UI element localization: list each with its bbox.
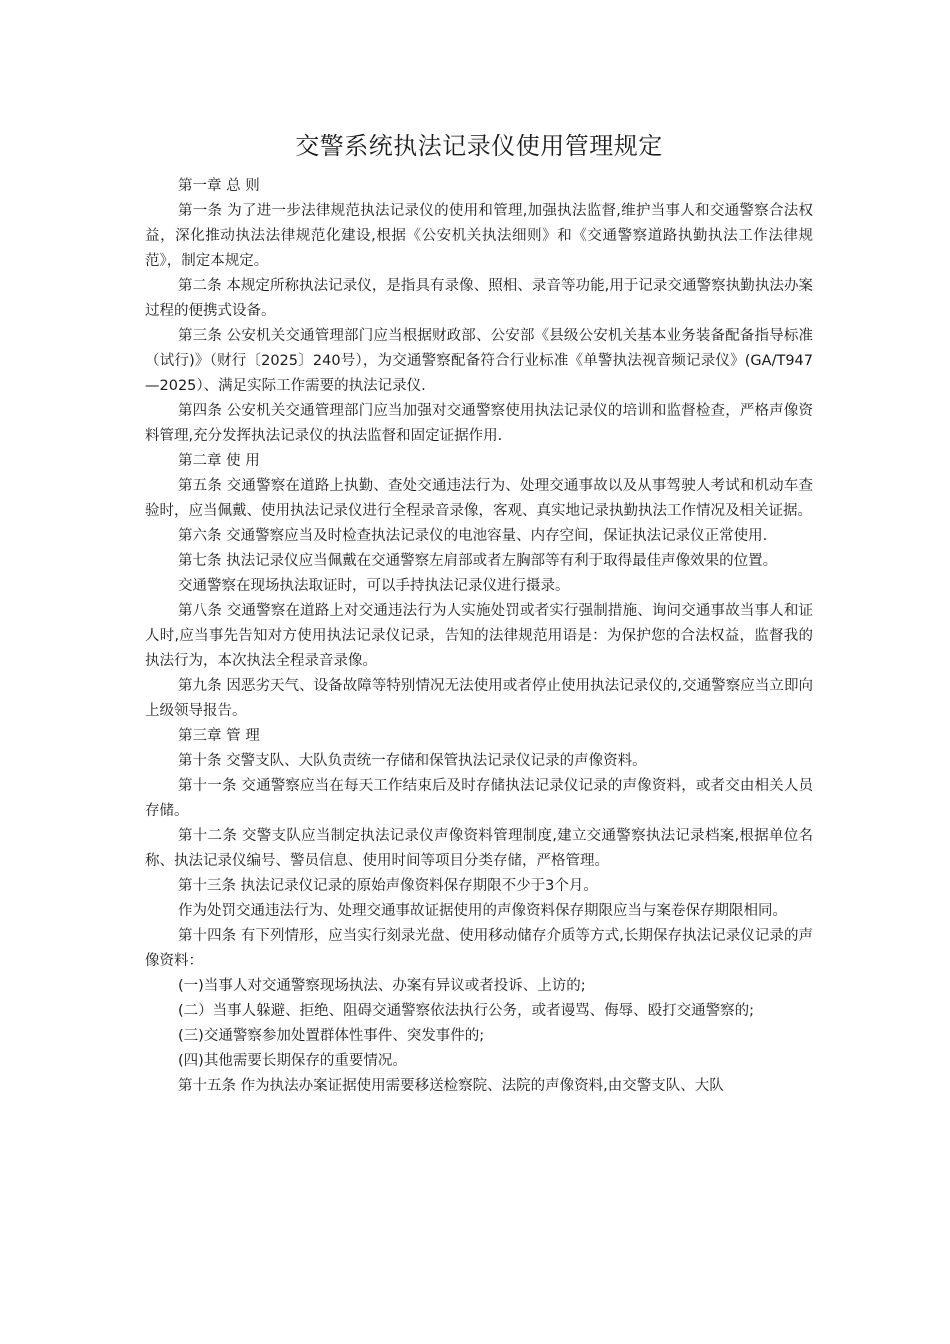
- chapter-heading-1: 第一章 总 则: [178, 178, 260, 194]
- article-6: 第六条 交通警察应当及时检查执法记录仪的电池容量、内存空间，保证执法记录仪正常使用.: [178, 528, 768, 544]
- article-10: 第十条 交警支队、大队负责统一存储和保管执法记录仪记录的声像资料。: [178, 753, 647, 769]
- article-8: 第八条 交通警察在道路上对交通违法行为人实施处罚或者实行强制措施、询问交通事故当事人和证人时,应当事先告知对方使用执法记录仪记录，告知的法律规范用语是：为保护您的合法权益，监督我的执法行为，本次执法全程录音录像。: [145, 603, 813, 669]
- article-1: 第一条 为了进一步法律规范执法记录仪的使用和管理,加强执法监督,维护当事人和交通警察合法权益，深化推动执法法律规范化建设,根据《公安机关执法细则》和《交通警察道路执勤执法工作法律规范》，制定本规定。: [145, 203, 813, 269]
- article-7: 第七条 执法记录仪应当佩戴在交通警察左肩部或者左胸部等有利于取得最佳声像效果的位置。: [178, 553, 778, 569]
- article-15: 第十五条 作为执法办案证据使用需要移送检察院、法院的声像资料,由交警支队、大队: [178, 1078, 724, 1094]
- article-3: 第三条 公安机关交通管理部门应当根据财政部、公安部《县级公安机关基本业务装备配备指导标准（试行)》（财行〔2025〕240号），为交通警察配备符合行业标准《单警执法视音频记录仪》(GA/T947—2025）、满足实际工作需要的执法记录仪.: [145, 328, 813, 394]
- document-title: 交警系统执法记录仪使用管理规定: [295, 132, 663, 160]
- article-7-clause: 交通警察在现场执法取证时，可以手持执法记录仪进行摄录。: [178, 578, 570, 594]
- article-2: 第二条 本规定所称执法记录仪，是指具有录像、照相、录音等功能,用于记录交通警察执勤执法办案过程的便携式设备。: [145, 278, 813, 319]
- document-page: [145, 128, 813, 1099]
- article-5: 第五条 交通警察在道路上执勤、查处交通违法行为、处理交通事故以及从事驾驶人考试和机动车查验时，应当佩戴、使用执法记录仪进行全程录音录像，客观、真实地记录执勤执法工作情况及相关证据。: [145, 478, 813, 519]
- article-4: 第四条 公安机关交通管理部门应当加强对交通警察使用执法记录仪的培训和监督检查，严格声像资料管理,充分发挥执法记录仪的执法监督和固定证据作用.: [145, 403, 813, 444]
- article-14-item-2: (二）当事人躲避、拒绝、阻碍交通警察依法执行公务，或者谩骂、侮辱、殴打交通警察的;: [178, 1003, 755, 1019]
- chapter-heading-3: 第三章 管 理: [178, 728, 260, 744]
- article-12: 第十二条 交警支队应当制定执法记录仪声像资料管理制度,建立交通警察执法记录档案,根据单位名称、执法记录仪编号、警员信息、使用时间等项目分类存储，严格管理。: [145, 828, 813, 869]
- chapter-heading-2: 第二章 使 用: [178, 453, 260, 469]
- article-14-item-4: (四)其他需要长期保存的重要情况。: [178, 1053, 407, 1069]
- article-14-item-1: (一)当事人对交通警察现场执法、办案有异议或者投诉、上访的;: [178, 978, 586, 994]
- article-9: 第九条 因恶劣天气、设备故障等特别情况无法使用或者停止使用执法记录仪的,交通警察应当立即向上级领导报告。: [145, 678, 813, 719]
- article-14: 第十四条 有下列情形，应当实行刻录光盘、使用移动储存介质等方式,长期保存执法记录仪记录的声像资料：: [145, 928, 813, 969]
- article-13: 第十三条 执法记录仪记录的原始声像资料保存期限不少于3个月。: [178, 878, 598, 894]
- article-11: 第十一条 交通警察应当在每天工作结束后及时存储执法记录仪记录的声像资料，或者交由相关人员存储。: [145, 778, 813, 819]
- article-14-item-3: (三)交通警察参加处置群体性事件、突发事件的;: [178, 1028, 485, 1044]
- article-13-clause: 作为处罚交通违法行为、处理交通事故证据使用的声像资料保存期限应当与案卷保存期限相同。: [178, 903, 787, 919]
